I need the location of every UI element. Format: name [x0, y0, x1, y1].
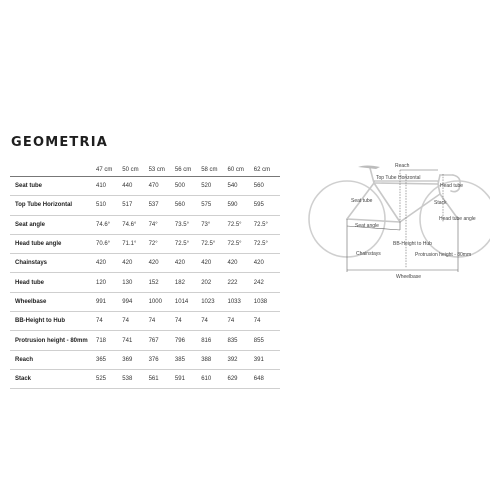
table-header-row	[10, 163, 280, 177]
row-label: Protrusion height - 80mm	[10, 331, 96, 350]
row-label: Head tube angle	[10, 234, 96, 253]
table-cell: 74	[201, 312, 227, 331]
table-row	[10, 369, 280, 388]
table-cell: 540	[227, 177, 253, 196]
table-cell: 72.5°	[254, 234, 280, 253]
table-cell: 74	[175, 312, 201, 331]
label-head-tube-angle: Head tube angle	[439, 216, 476, 222]
table-cell: 392	[227, 350, 253, 369]
bike-geometry-diagram	[300, 150, 490, 290]
table-row	[10, 177, 280, 196]
table-cell: 74	[227, 312, 253, 331]
table-cell: 470	[149, 177, 175, 196]
table-cell: 590	[227, 196, 253, 215]
geometry-table	[10, 163, 280, 389]
table-cell: 369	[122, 350, 148, 369]
column-header-size: 53 cm	[149, 163, 175, 177]
column-header-size: 60 cm	[227, 163, 253, 177]
row-label: Top Tube Horizontal	[10, 196, 96, 215]
table-cell: 1000	[149, 292, 175, 311]
column-header-label	[10, 163, 96, 177]
table-cell: 510	[96, 196, 122, 215]
table-cell: 767	[149, 331, 175, 350]
table-cell: 718	[96, 331, 122, 350]
table-cell: 994	[122, 292, 148, 311]
table-cell: 152	[149, 273, 175, 292]
table-cell: 595	[254, 196, 280, 215]
label-seat-tube: Seat tube	[351, 198, 373, 204]
table-cell: 73.5°	[175, 215, 201, 234]
label-protrusion: Protrusion height - 80mm	[415, 252, 472, 258]
table-cell: 610	[201, 369, 227, 388]
table-cell: 420	[227, 254, 253, 273]
row-label: Reach	[10, 350, 96, 369]
table-cell: 575	[201, 196, 227, 215]
table-cell: 525	[96, 369, 122, 388]
label-wheelbase: Wheelbase	[396, 274, 422, 280]
table-cell: 72.5°	[227, 215, 253, 234]
saddle	[358, 166, 380, 170]
table-cell: 561	[149, 369, 175, 388]
table-cell: 242	[254, 273, 280, 292]
row-label: Head tube	[10, 273, 96, 292]
table-cell: 591	[175, 369, 201, 388]
table-row	[10, 292, 280, 311]
table-row	[10, 254, 280, 273]
table-cell: 72.5°	[201, 234, 227, 253]
label-stack: Stack	[434, 200, 447, 206]
row-label: Wheelbase	[10, 292, 96, 311]
table-cell: 130	[122, 273, 148, 292]
table-cell: 376	[149, 350, 175, 369]
table-cell: 365	[96, 350, 122, 369]
table-cell: 72°	[149, 234, 175, 253]
table-cell: 648	[254, 369, 280, 388]
table-cell: 420	[96, 254, 122, 273]
table-cell: 70.6°	[96, 234, 122, 253]
column-header-size: 56 cm	[175, 163, 201, 177]
table-cell: 1038	[254, 292, 280, 311]
table-cell: 1023	[201, 292, 227, 311]
table-cell: 420	[254, 254, 280, 273]
label-reach: Reach	[395, 163, 410, 169]
table-cell: 71.1°	[122, 234, 148, 253]
table-row	[10, 196, 280, 215]
table-cell: 182	[175, 273, 201, 292]
table-cell: 120	[96, 273, 122, 292]
table-cell: 388	[201, 350, 227, 369]
table-cell: 835	[227, 331, 253, 350]
table-body	[10, 177, 280, 389]
table-row	[10, 350, 280, 369]
row-label: Stack	[10, 369, 96, 388]
table-cell: 74.6°	[96, 215, 122, 234]
label-top-tube: Top Tube Horizontal	[376, 175, 421, 181]
row-label: BB-Height to Hub	[10, 312, 96, 331]
table-cell: 72.5°	[175, 234, 201, 253]
page-title: GEOMETRIA	[11, 135, 108, 150]
label-chainstays: Chainstays	[356, 251, 381, 257]
table-cell: 420	[175, 254, 201, 273]
table-cell: 520	[201, 177, 227, 196]
label-head-tube: Head tube	[440, 183, 464, 189]
table-cell: 385	[175, 350, 201, 369]
table-cell: 410	[96, 177, 122, 196]
column-header-size: 62 cm	[254, 163, 280, 177]
table-row	[10, 273, 280, 292]
row-label: Chainstays	[10, 254, 96, 273]
table-row	[10, 215, 280, 234]
table-cell: 74	[96, 312, 122, 331]
table-cell: 72.5°	[254, 215, 280, 234]
table-cell: 391	[254, 350, 280, 369]
table-cell: 420	[201, 254, 227, 273]
table-cell: 517	[122, 196, 148, 215]
table-cell: 74	[149, 312, 175, 331]
label-bb-height: BB-Height to Hub	[393, 241, 432, 247]
table-cell: 73°	[201, 215, 227, 234]
table-cell: 629	[227, 369, 253, 388]
label-seat-angle: Seat angle	[355, 223, 379, 229]
table-cell: 222	[227, 273, 253, 292]
table-cell: 202	[201, 273, 227, 292]
column-header-size: 50 cm	[122, 163, 148, 177]
table-cell: 796	[175, 331, 201, 350]
row-label: Seat tube	[10, 177, 96, 196]
table-row	[10, 312, 280, 331]
table-cell: 991	[96, 292, 122, 311]
table-cell: 741	[122, 331, 148, 350]
table-cell: 74	[122, 312, 148, 331]
table-cell: 538	[122, 369, 148, 388]
table-cell: 440	[122, 177, 148, 196]
table-cell: 1014	[175, 292, 201, 311]
table-cell: 1033	[227, 292, 253, 311]
table-row	[10, 234, 280, 253]
table-cell: 855	[254, 331, 280, 350]
table-cell: 74.6°	[122, 215, 148, 234]
column-header-size: 58 cm	[201, 163, 227, 177]
table-cell: 74°	[149, 215, 175, 234]
table-cell: 537	[149, 196, 175, 215]
column-header-size: 47 cm	[96, 163, 122, 177]
table-cell: 816	[201, 331, 227, 350]
table-cell: 420	[122, 254, 148, 273]
table-cell: 72.5°	[227, 234, 253, 253]
row-label: Seat angle	[10, 215, 96, 234]
table-cell: 560	[175, 196, 201, 215]
table-row	[10, 331, 280, 350]
table-cell: 500	[175, 177, 201, 196]
table-cell: 560	[254, 177, 280, 196]
table-cell: 74	[254, 312, 280, 331]
table-cell: 420	[149, 254, 175, 273]
